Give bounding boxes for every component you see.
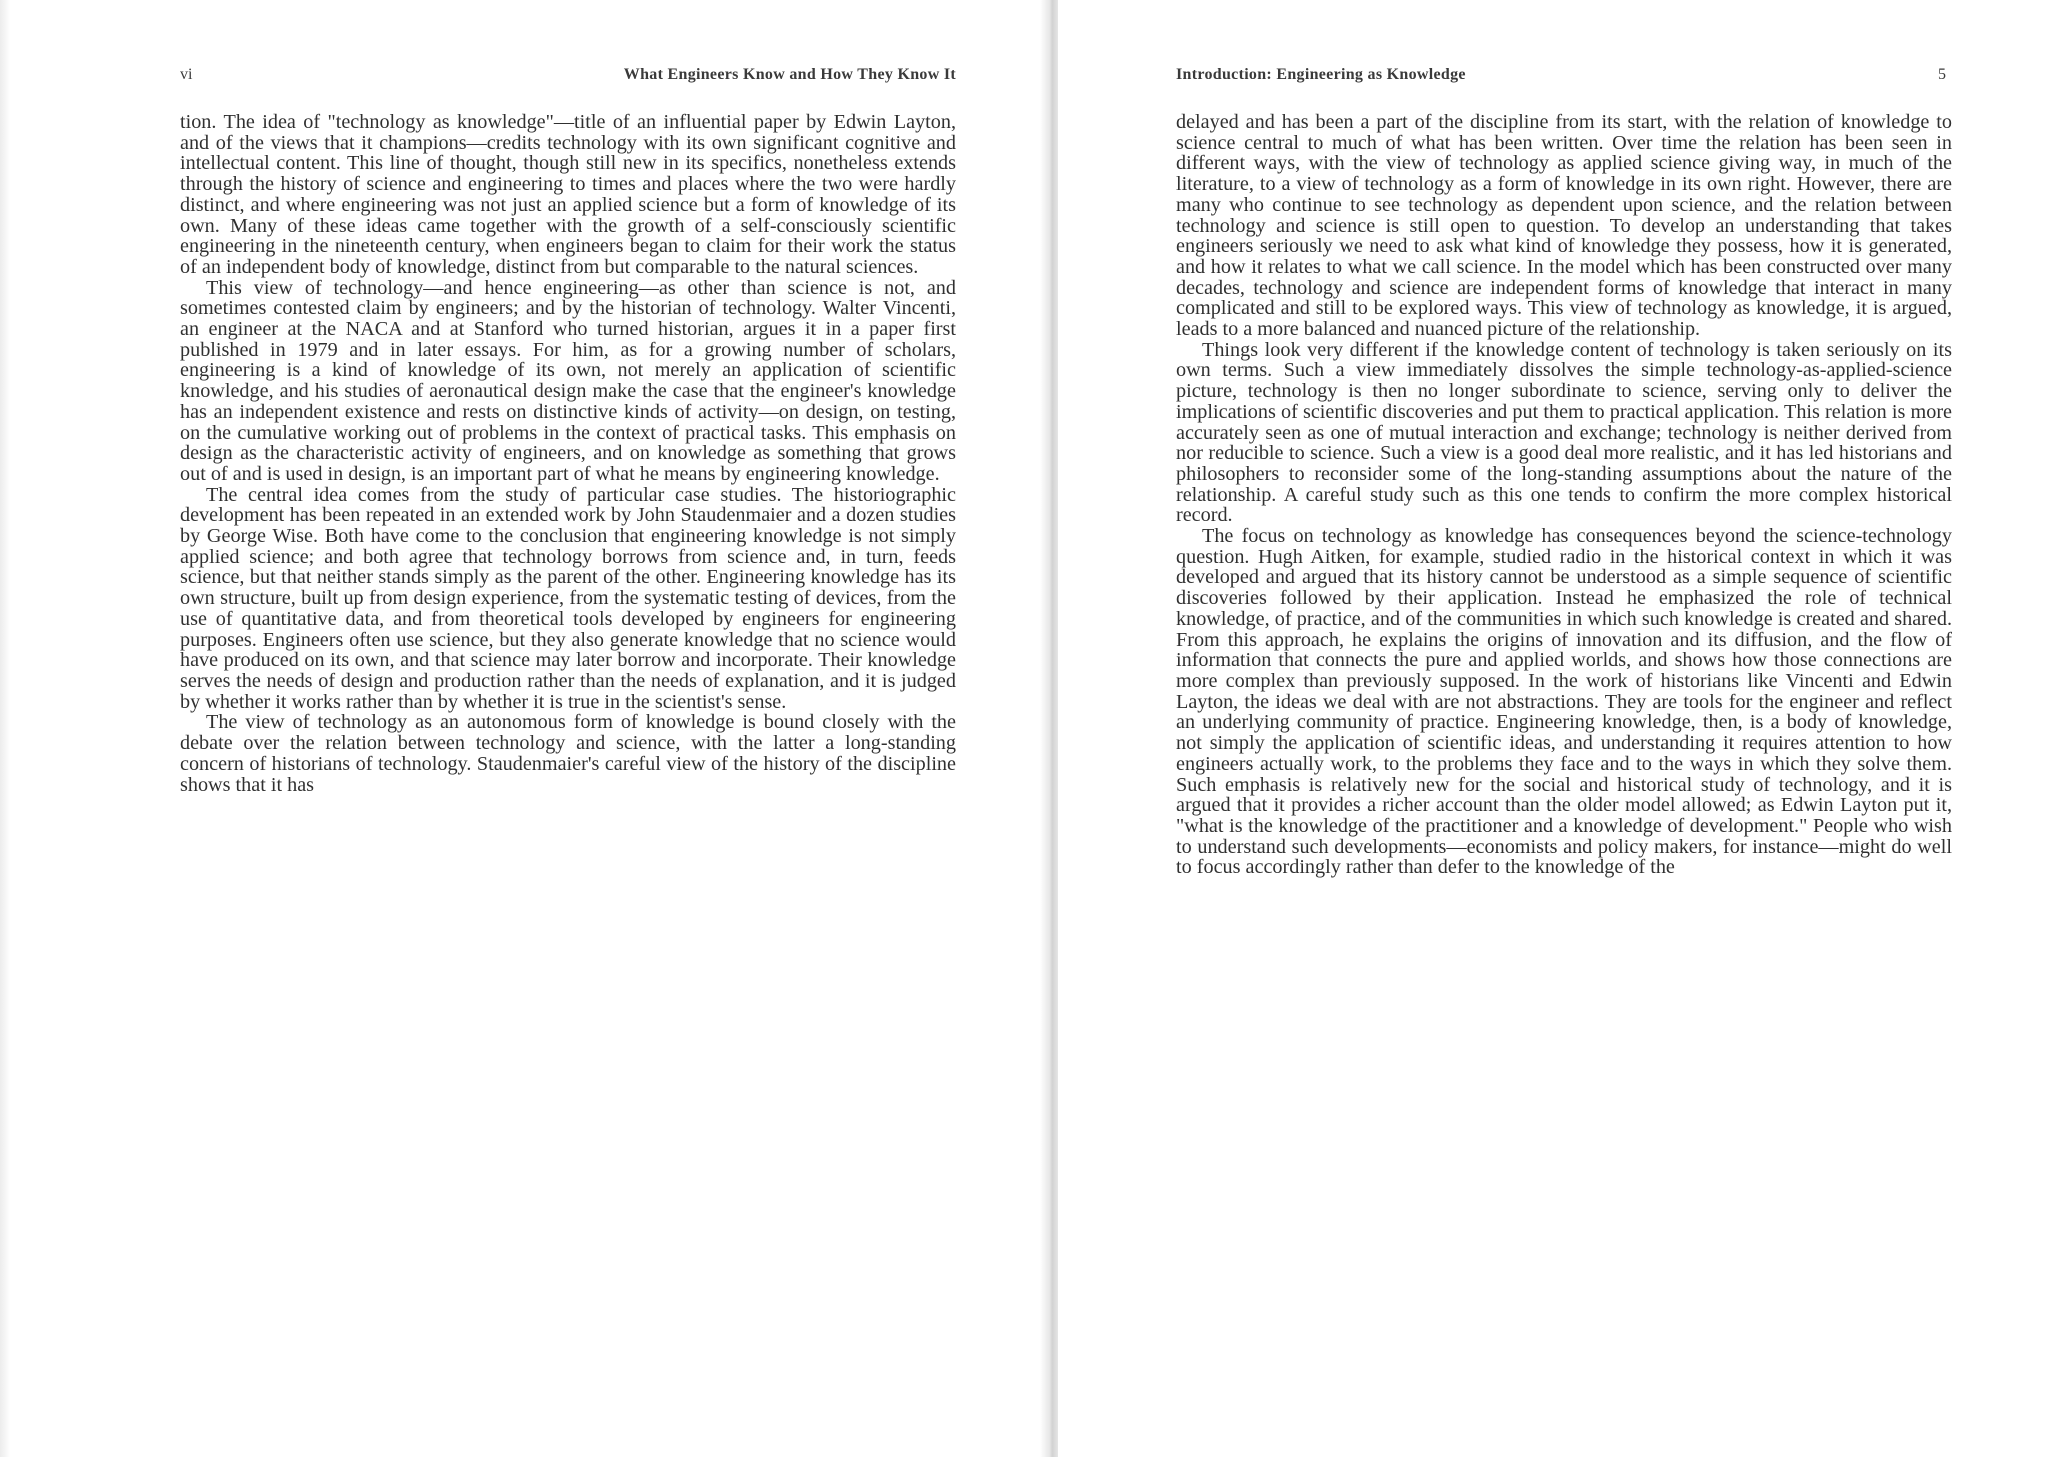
right-page-number: 5 xyxy=(1938,66,1946,83)
left-paragraph-3: The central idea comes from the study of particular case studies. The historiographic development has been repeated in an extended work by John Staudenmaier and a dozen studies by George Wise. Both have come to the conclusion that engineering knowledge is not simply applied science; and both agree that technology borrows from science and, in turn, feeds science, but that neither stands simply as the parent of the other. Engineering knowledge has its own structure, built up from design experience, from the systematic testing of devices, from the use of quantitative data, and from theoretical tools developed by engineers for engineering purposes. Engineers often use science, but they also generate knowledge that no science would have produced on its own, and that science may later borrow and incorporate. Their knowledge serves the needs of design and production rather than the needs of explanation, and it is judged by whether it works rather than by whether it is true in the scientist's sense. xyxy=(180,483,956,713)
right-paragraph-2: Things look very different if the knowledge content of technology is taken seriously on its own terms. Such a view immediately dissolves the simple technology-as-applied-science picture, technology is then no longer subordinate to science, serving only to deliver the implications of scientific discoveries and put them to practical application. This relation is more accurately seen as one of mutual interaction and exchange; technology is neither derived from nor reducible to science. Such a view is a good deal more realistic, and it has led historians and philosophers to reconsider some of the long-standing assumptions about the nature of the relationship. A careful study such as this one tends to confirm the more complex historical record. xyxy=(1176,338,1952,527)
left-paragraph-1: tion. The idea of "technology as knowledge"—title of an influential paper by Edwin Layton, and of the views that it champions—credits technology with its own significant cognitive and intellectual content. This line of thought, though still new in its specifics, nonetheless extends through the history of science and engineering to times and places where the two were hardly distinct, and where engineering was not just an applied science but a form of knowledge of its own. Many of these ideas came together with the growth of a self-consciously scientific engineering in the nineteenth century, when engineers began to claim for their work the status of an independent body of knowledge, distinct from but comparable to the natural sciences. xyxy=(180,112,956,278)
left-running-head: What Engineers Know and How They Know It xyxy=(623,66,956,83)
right-running-head: Introduction: Engineering as Knowledge xyxy=(1176,66,1466,83)
right-paragraph-1: delayed and has been a part of the discipline from its start, with the relation of knowledge to science central to much of what has been written. Over time the relation has been seen in different ways, with the view of technology as applied science giving way, in much of the literature, to a view of technology as a form of knowledge in its own right. However, there are many who continue to see technology as dependent upon science, and the relation between technology and science is still open to question. To develop an understanding that takes engineers seriously we need to ask what kind of knowledge they possess, how it is generated, and how it relates to what we call science. In the model which has been constructed over many decades, technology and science are independent forms of knowledge that interact in many complicated and still to be explored ways. This view of technology as knowledge, it is argued, leads to a more balanced and nuanced picture of the relationship. xyxy=(1176,112,1952,341)
left-page-body xyxy=(180,112,956,1277)
right-page-body xyxy=(1176,112,1952,1277)
left-paragraph-4: The view of technology as an autonomous form of knowledge is bound closely with the debate over the relation between technology and science, with the latter a long-standing concern of historians of technology. Staudenmaier's careful view of the history of the discipline shows that it has xyxy=(180,711,956,796)
page-edge-shadow xyxy=(0,0,10,1457)
left-paragraph-2: This view of technology—and hence engineering—as other than science is not, and sometimes contested claim by engineers; and by the historian of technology. Walter Vincenti, an engineer at the NACA and at Stanford who turned historian, argues it in a paper first published in 1979 and in later essays. For him, as for a growing number of scholars, engineering is a kind of knowledge of its own, not merely an application of scientific knowledge, and his studies of aeronautical design make the case that the engineer's knowledge has an independent existence and rests on distinctive kinds of activity—on design, on testing, on the cumulative working out of problems in the context of practical tasks. This emphasis on design as the characteristic activity of engineers, and on knowledge as something that grows out of and is used in design, is an important part of what he means by engineering knowledge. xyxy=(180,276,956,485)
right-paragraph-3: The focus on technology as knowledge has consequences beyond the science-technology question. Hugh Aitken, for example, studied radio in the historical context in which it was developed and argued that its history cannot be understood as a simple sequence of scientific discoveries followed by their application. Instead he emphasized the role of technical knowledge, of practice, and of the communities in which such knowledge is created and shared. From this approach, he explains the origins of innovation and its diffusion, and the flow of information that connects the pure and applied worlds, and shows how those connections are more complex than previously supposed. In the work of historians like Vincenti and Edwin Layton, the ideas we deal with are not abstractions. They are tools for the engineer and reflect an underlying community of practice. Engineering knowledge, then, is a body of knowledge, not simply the application of scientific ideas, and understanding it requires attention to how engineers actually work, to the problems they face and to the ways in which they solve them. Such emphasis is relatively new for the social and historical study of technology, and it is argued that it provides a richer account than the older model allowed; as Edwin Layton put it, "what is the knowledge of the practitioner and a knowledge of development." People who wish to understand such developments—economists and policy makers, for instance—might do well to focus accordingly rather than defer to the knowledge of the xyxy=(1176,525,1952,879)
left-page-number: vi xyxy=(180,66,193,83)
